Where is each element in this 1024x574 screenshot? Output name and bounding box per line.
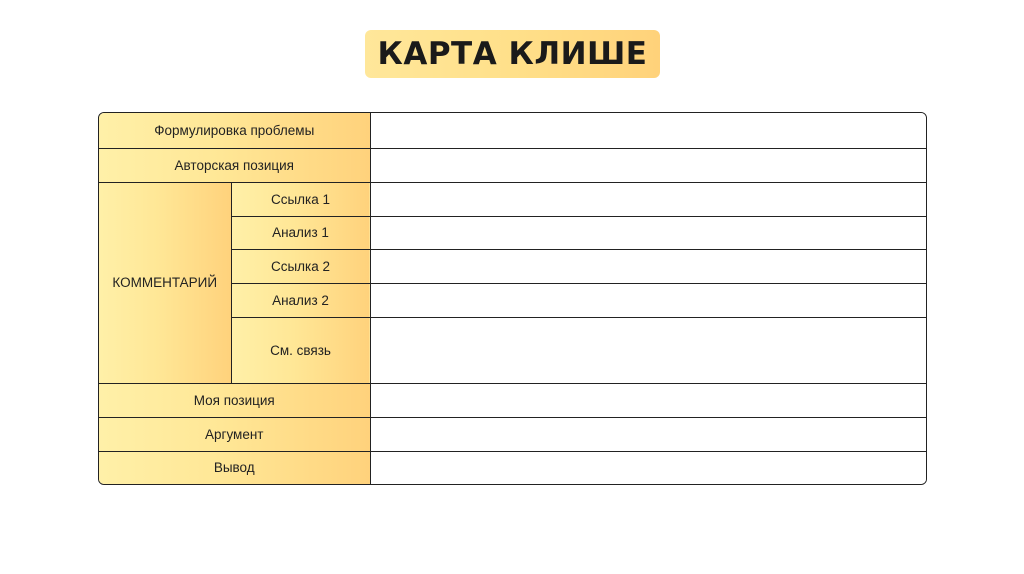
table-row-argument bbox=[99, 417, 926, 451]
table-row-my-position bbox=[99, 383, 926, 417]
label-my-position: Моя позиция bbox=[99, 383, 370, 417]
title-banner bbox=[365, 30, 660, 78]
page-title: КАРТА КЛИШЕ bbox=[377, 36, 648, 72]
answer-cell-conclusion[interactable] bbox=[370, 451, 926, 484]
label-link2: Ссылка 2 bbox=[231, 249, 370, 283]
answer-cell-semantic-link[interactable] bbox=[370, 317, 926, 383]
label-problem: Формулировка проблемы bbox=[99, 113, 370, 148]
answer-cell-author-position[interactable] bbox=[370, 148, 926, 182]
cliche-map-table bbox=[98, 112, 927, 485]
label-link1: Ссылка 1 bbox=[231, 182, 370, 216]
table-row-author-position bbox=[99, 148, 926, 182]
label-analysis1: Анализ 1 bbox=[231, 216, 370, 249]
answer-cell-argument[interactable] bbox=[370, 417, 926, 451]
label-author-position: Авторская позиция bbox=[99, 148, 370, 182]
label-comment: КОММЕНТАРИЙ bbox=[99, 182, 231, 383]
label-argument: Аргумент bbox=[99, 417, 370, 451]
table-row-problem bbox=[99, 113, 926, 148]
label-conclusion: Вывод bbox=[99, 451, 370, 484]
answer-cell-analysis2[interactable] bbox=[370, 283, 926, 317]
answer-cell-my-position[interactable] bbox=[370, 383, 926, 417]
label-analysis2: Анализ 2 bbox=[231, 283, 370, 317]
table-row-conclusion bbox=[99, 451, 926, 484]
answer-cell-analysis1[interactable] bbox=[370, 216, 926, 249]
table-row-link1 bbox=[99, 182, 926, 216]
answer-cell-link1[interactable] bbox=[370, 182, 926, 216]
answer-cell-link2[interactable] bbox=[370, 249, 926, 283]
answer-cell-problem[interactable] bbox=[370, 113, 926, 148]
label-semantic-link: См. связь bbox=[231, 317, 370, 383]
